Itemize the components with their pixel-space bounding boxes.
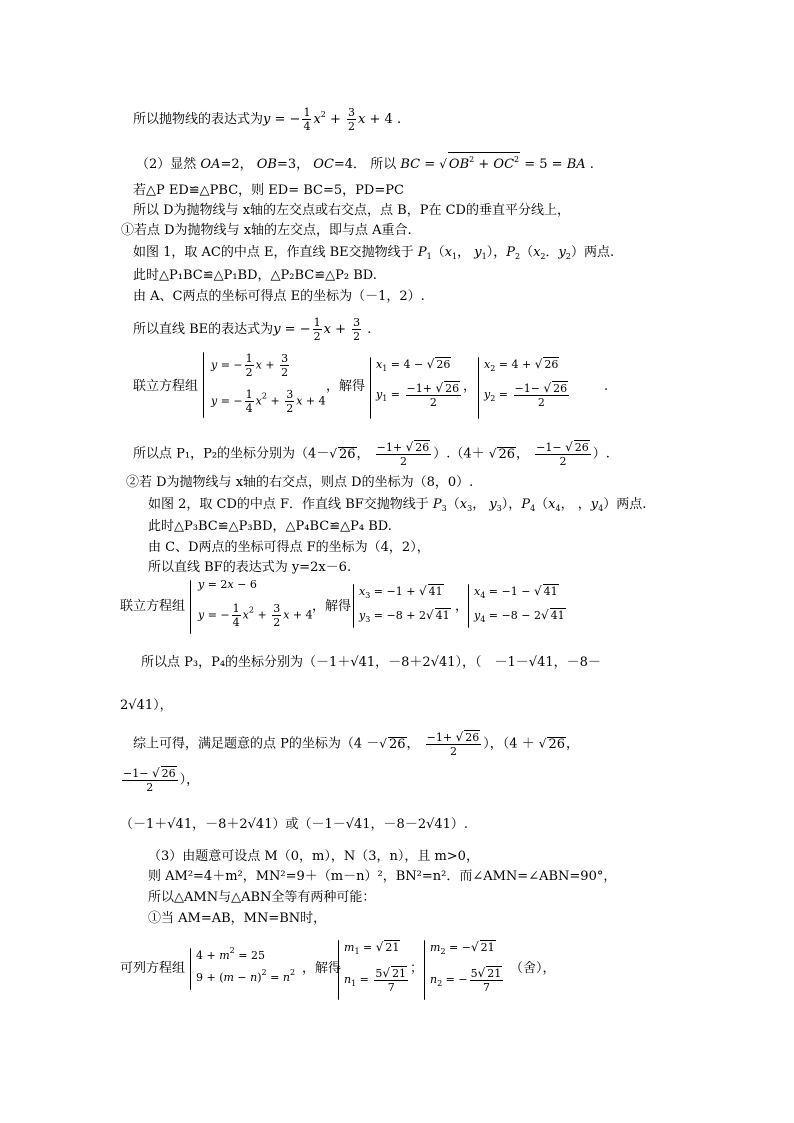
text-l26c: （舍）， — [510, 961, 556, 976]
text-l17b: ，解得 — [312, 599, 352, 614]
solution-1: $x_1 = 4$ − √ 26 $y_1$ = $\frac{-1+ √ 26}{2}$ — [370, 355, 470, 425]
text-l26b: ，解得 — [302, 961, 342, 976]
text-l2a: （2）显然 — [136, 157, 197, 172]
text-l13a: 如图 2，取 CD的中点 F．作直线 BF交抛物线于 — [148, 497, 429, 512]
solution-4: $x_4 = -1$ − √ 41 $y_4 = -8 - 2√$ 41 — [468, 582, 578, 632]
text-l13b: 两点. — [616, 497, 647, 512]
line-be-expression: 所以直线 BE的表达式为y = − $\frac{1}{2}$ x + $\frac{3}{2}$ . — [133, 316, 372, 343]
text-l9: 所以直线 BE的表达式为 — [133, 322, 274, 337]
line-bf-expression: 所以直线 BF的表达式为 y=2x－6. — [148, 560, 352, 575]
solution-3: $x_3 = -1$ + √ 41 $y_3 = -8 + 2√$ 41 — [353, 582, 463, 632]
line-summary-cont: $\frac{-1- √ 26}{2}$ ）， — [123, 766, 200, 794]
line-figure1: 如图 1，取 AC的中点 E，作直线 BE交抛物线于 $P_1(x_1$， $y_1$），$P_2(x_2$．$y_2$）两点. — [133, 245, 615, 261]
line-p3p4-coords-cont: 2√41）， — [120, 698, 173, 713]
line-lengths-mn: 则 AM²=4＋m²，MN²=9＋（m－n）²，BN²=n²．而∠AMN=∠ABN=90°， — [148, 869, 617, 884]
line-summary-2: （－1＋√41，－8＋2√41）或（－1－√41，－8－2√41）. — [120, 817, 469, 832]
line-p1p2-coords: 所以点 P₁，P₂的坐标分别为（4－√ 26， $\frac{-1+ √ 26}{2}$ ）.（4＋ √ 26， $\frac{-1- √ 26}{2}$ ）. — [133, 440, 610, 468]
line-case2: ②若 D为抛物线与 x轴的右交点，则点 D的坐标为（8，0）. — [126, 475, 474, 490]
separator-1: ， — [463, 379, 477, 394]
text-l6b: 两点. — [584, 245, 615, 260]
line-p3p4-coords: 所以点 P₃，P₄的坐标分别为（－1＋√41，－8＋2√41），（ －1－√41，－8－ — [141, 655, 601, 670]
line-two-cases: 所以△AMN与△ABN全等有两种可能： — [148, 890, 376, 905]
solution-5: $m_1$ = √ 21 $n_1$ = $\frac{5√ 21}{7}$ — [338, 938, 428, 1004]
line-part3: （3）由题意可设点 M（0，m），N（3，n），且 m>0， — [148, 849, 479, 864]
text-l1: 所以抛物线的表达式为 — [133, 112, 264, 127]
text-l10b: ，解得 — [326, 379, 366, 394]
period-1: . — [604, 379, 609, 394]
line-point-e: 由 A、C两点的坐标可得点 E的坐标为（－1，2）. — [133, 289, 425, 304]
text-l6a: 如图 1，取 AC的中点 E，作直线 BE交抛物线于 — [133, 245, 414, 260]
text-l17a: 联立方程组 — [120, 599, 186, 614]
text-l10a: 联立方程组 — [133, 379, 199, 394]
text-l2b: 所以 — [370, 157, 397, 172]
line-case1: ①若点 D为抛物线与 x轴的左交点，即与点 A重合. — [121, 223, 412, 238]
system-mn: $4 + m^2 = 25$ $9 + (m - n)^2 = n^2$ — [190, 946, 310, 992]
line-figure2: 如图 2，取 CD的中点 F．作直线 BF交抛物线于 $P_3(x_3$， $y_3$），$P_4(x_4$， ，$y_4$）两点. — [148, 497, 647, 513]
line-congruence-p3p4: 此时△P₃BC≌△P₃BD，△P₄BC≌△P₄ BD. — [148, 519, 392, 534]
line-case3-1: ①当 AM=AB，MN=BN时， — [148, 911, 327, 926]
line-part2-lengths: （2）显然 OA=2， OB=3， OC=4． 所以 BC = √ $OB^2 + OC^2 = 5$ = BA . — [136, 152, 594, 174]
system-bf-parabola: y = 2x − 6 y = − $\frac{1}{4}$ $x^2$ + $\frac{3}{2}$ x + 4 — [190, 578, 320, 638]
line-congruence-p1p2: 此时△P₁BC≌△P₁BD，△P₂BC≌△P₂ BD. — [133, 268, 377, 283]
separator-3: ； — [410, 961, 424, 976]
solution-6: $m_2$ = −√ 21 $n_2$ = − $\frac{5√ 21}{7}$ — [424, 938, 514, 1004]
line-parabola-expression: 所以抛物线的表达式为y = − $\frac{1}{4}$ $x^2$ + $\frac{3}{2}$ x + 4 . — [133, 106, 402, 133]
solution-2: $x_2 = 4$ + √ 26 $y_2$ = $\frac{-1- √ 26}{2}$ — [478, 355, 588, 425]
text-l11a: 所以点 P₁，P₂的坐标分别为（4－ — [133, 446, 330, 462]
text-l26a: 可列方程组 — [120, 961, 186, 976]
line-d-position: 所以 D为抛物线与 x轴的左交点或右交点，点 B，P在 CD的垂直平分线上， — [133, 203, 570, 218]
system-be-parabola: y = − $\frac{1}{2}$ x + $\frac{3}{2}$ y = − $\frac{1}{4}$ $x^2$ + $\frac{3}{2}$ x + 4 — [203, 350, 333, 420]
separator-2: ， — [455, 599, 469, 614]
line-congruence: 若△P ED≌△PBC，则 ED= BC=5，PD=PC — [133, 183, 404, 198]
text-l20: 综上可得，满足题意的点 P的坐标为（4 － — [133, 736, 380, 752]
line-summary: 综上可得，满足题意的点 P的坐标为（4 －√ 26， $\frac{-1+ √ 26}{2}$ ），（4 ＋ √ 26， — [133, 730, 579, 758]
line-point-f: 由 C、D两点的坐标可得点 F的坐标为（4，2）， — [148, 540, 430, 555]
